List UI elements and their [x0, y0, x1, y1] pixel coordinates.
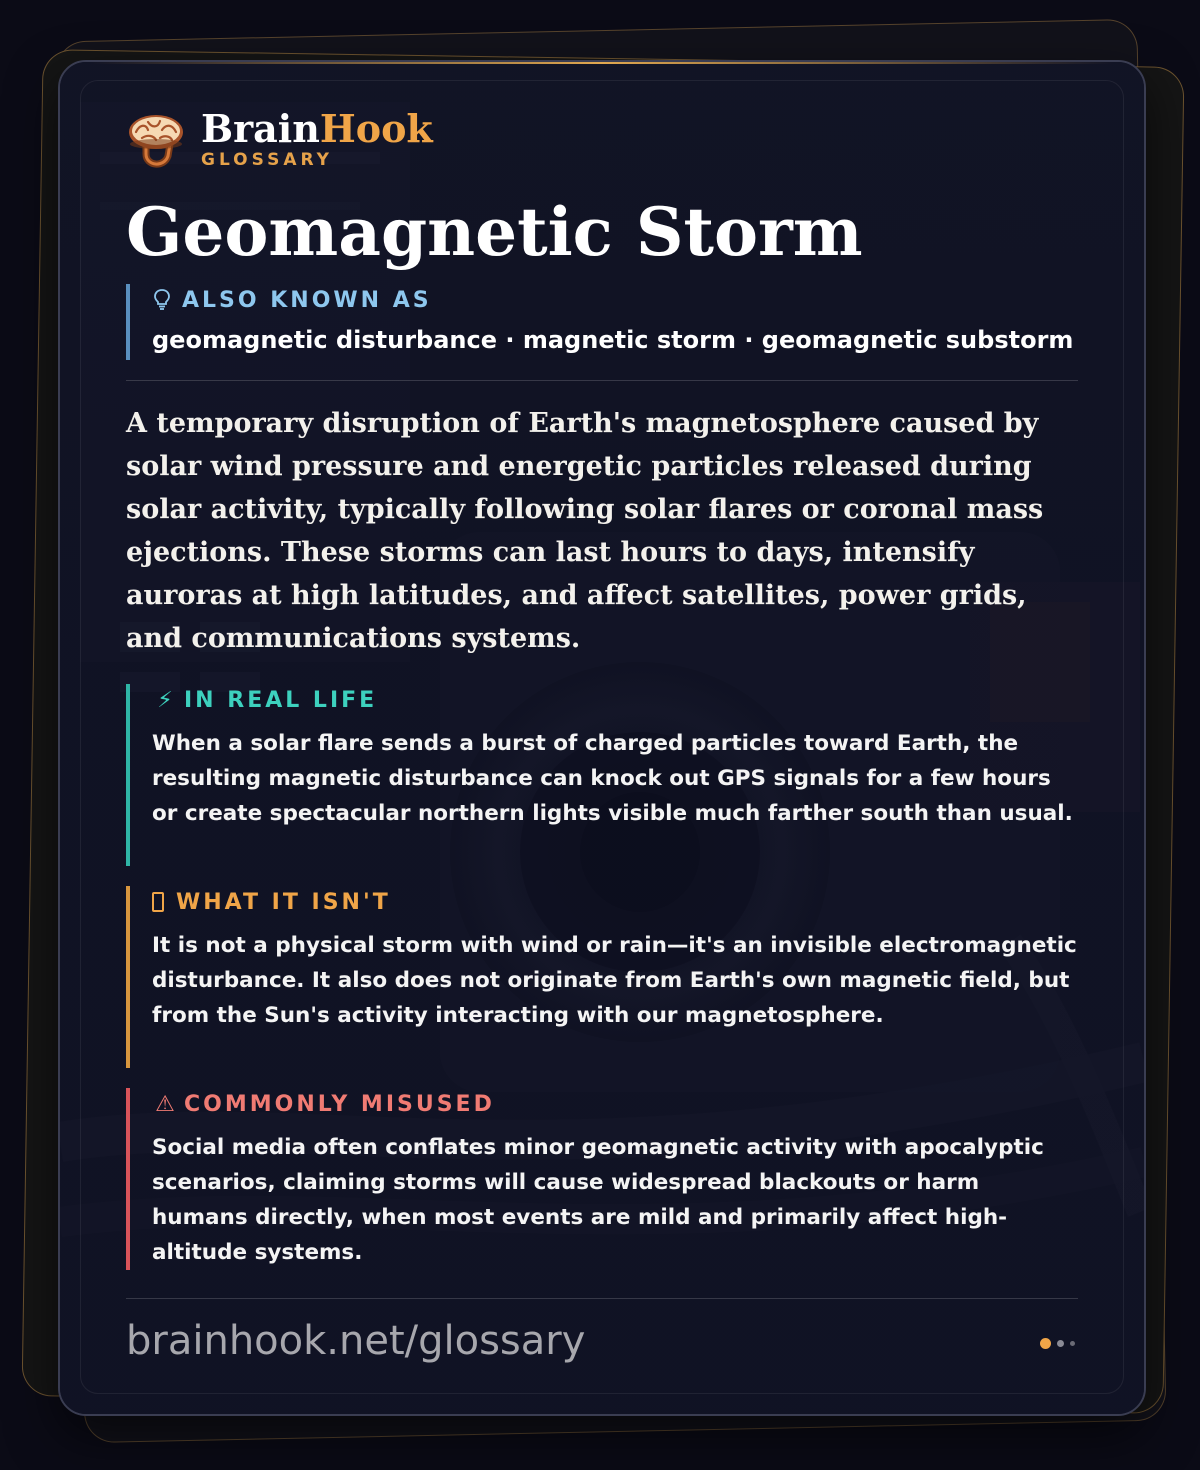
what-it-isnt-heading — [152, 890, 391, 915]
in-real-life-label: IN REAL LIFE — [184, 688, 378, 713]
glossary-card — [58, 60, 1146, 1416]
brain-hook-logo-icon — [126, 110, 186, 170]
also-known-as-values: geomagnetic disturbance · magnetic storm · geomagnetic substorm — [152, 326, 1074, 354]
footer-url-link[interactable]: brainhook.net/glossary — [126, 1318, 586, 1364]
also-known-as-label: ALSO KNOWN AS — [182, 288, 432, 313]
warning-icon: ⚠ — [155, 1092, 175, 1117]
page-indicator-dot — [1057, 1340, 1064, 1347]
commonly-misused-text: Social media often conflates minor geomagnetic activity with apocalyptic scenarios, claiming storms will cause widespread blackouts or harm humans directly, when most events are mild and primarily affect high-altitude systems. — [152, 1135, 1044, 1265]
what-it-isnt-label: WHAT IT ISN'T — [176, 890, 391, 915]
missing-glyph-icon — [152, 892, 164, 912]
page-indicator-dots — [1038, 1338, 1078, 1350]
definition-text: A temporary disruption of Earth's magnetosphere caused by solar wind pressure and energetic particles released during solar activity, typically following solar flares or coronal mass ejections. These storms can last hours to days, intensify auroras at high latitudes, and affect satellites, power grids, and communications systems. — [126, 408, 1044, 654]
brand-header — [126, 106, 526, 172]
also-known-as-section — [126, 284, 1082, 360]
lightning-icon: ⚡ — [157, 688, 173, 713]
in-real-life-heading — [152, 688, 377, 713]
brand-name-part1: Brain — [201, 106, 320, 151]
term-title: Geomagnetic Storm — [126, 193, 863, 271]
brand-subtitle: GLOSSARY — [201, 150, 333, 170]
what-it-isnt-section — [126, 886, 1082, 1068]
in-real-life-section — [126, 684, 1082, 866]
lightbulb-icon — [152, 288, 172, 310]
divider — [126, 1298, 1078, 1299]
commonly-misused-label: COMMONLY MISUSED — [184, 1092, 495, 1117]
also-known-as-heading — [152, 288, 432, 313]
page-indicator-dot-active — [1040, 1338, 1051, 1349]
card-top-highlight — [90, 62, 1114, 64]
commonly-misused-heading — [152, 1092, 495, 1117]
commonly-misused-section — [126, 1088, 1082, 1270]
in-real-life-text: When a solar flare sends a burst of charged particles toward Earth, the resulting magnetic disturbance can knock out GPS signals for a few hours or create spectacular northern lights visible much farther south than usual. — [152, 731, 1073, 826]
brand-name-part2: Hook — [319, 106, 433, 151]
divider — [126, 380, 1078, 381]
what-it-isnt-text: It is not a physical storm with wind or rain—it's an invisible electromagnetic disturbance. It also does not originate from Earth's own magnetic field, but from the Sun's activity interacting with our magnetosphere. — [152, 933, 1077, 1028]
page-indicator-dot — [1070, 1341, 1075, 1346]
brand-name — [201, 106, 433, 152]
